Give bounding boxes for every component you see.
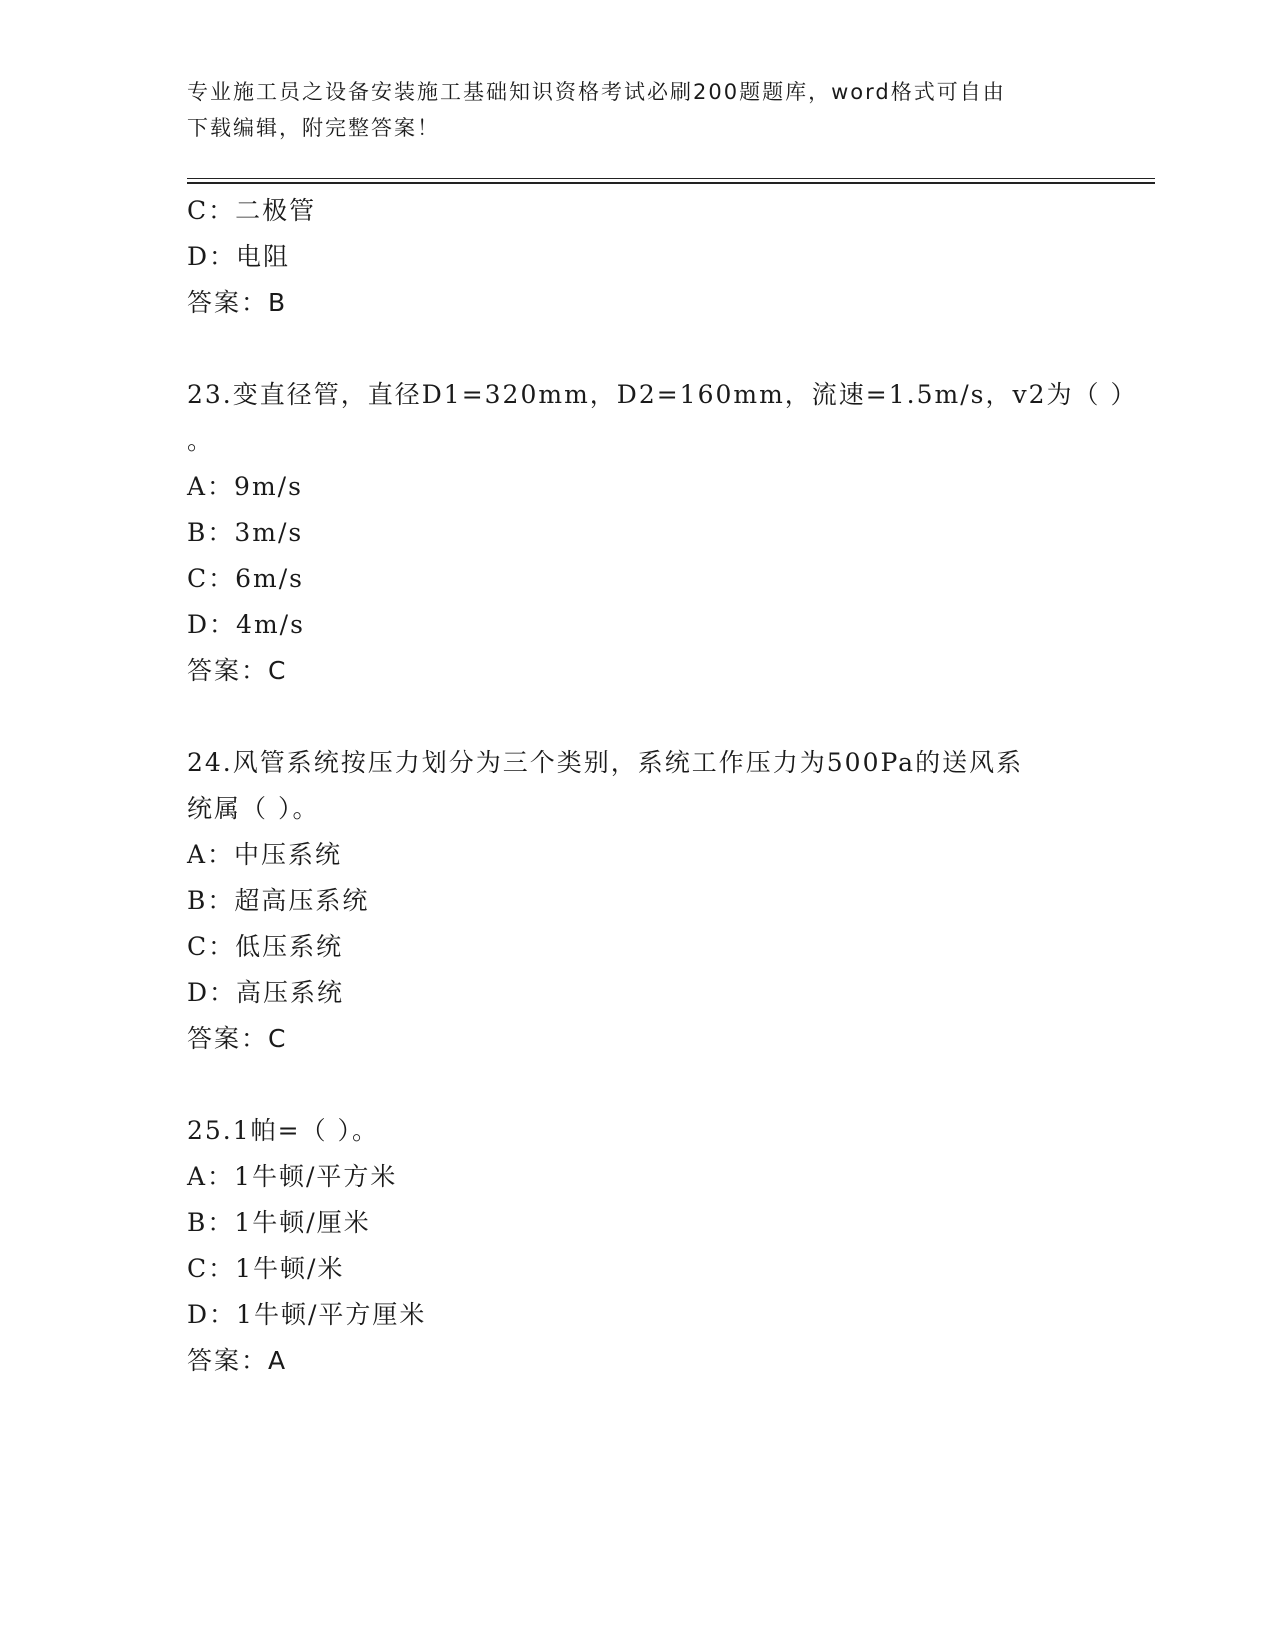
option-b: B：超高压系统 bbox=[187, 886, 370, 915]
question-stem: 25.1帕=（ ）。 bbox=[187, 1116, 380, 1145]
option-b: B：1牛顿/厘米 bbox=[187, 1208, 371, 1237]
option-a: A：中压系统 bbox=[187, 840, 343, 869]
question-25 bbox=[187, 1108, 1147, 1384]
option-a: A：1牛顿/平方米 bbox=[187, 1162, 398, 1191]
option-d: D：4m/s bbox=[187, 610, 305, 639]
answer-line: 答案：A bbox=[187, 1346, 288, 1375]
question-stem-continuation: 。 bbox=[187, 426, 215, 455]
option-b: B：3m/s bbox=[187, 518, 304, 547]
option-c: C：1牛顿/米 bbox=[187, 1254, 345, 1283]
option-d: D：电阻 bbox=[187, 242, 291, 271]
question-spacer bbox=[187, 694, 1147, 740]
question-spacer bbox=[187, 1062, 1147, 1108]
option-d: D：高压系统 bbox=[187, 978, 345, 1007]
question-24 bbox=[187, 740, 1147, 1062]
header-line-2: 下载编辑，附完整答案！ bbox=[187, 116, 440, 140]
header-divider-thin bbox=[187, 178, 1155, 179]
header-divider-thick bbox=[187, 182, 1155, 184]
option-c: C：二极管 bbox=[187, 196, 317, 225]
option-c: C：低压系统 bbox=[187, 932, 344, 961]
question-stem: 23.变直径管，直径D1=320mm，D2=160mm，流速=1.5m/s，v2为（ ） bbox=[187, 380, 1138, 409]
header-line-1: 专业施工员之设备安装施工基础知识资格考试必刷200题题库，word格式可自由 bbox=[187, 80, 1006, 104]
question-spacer bbox=[187, 326, 1147, 372]
answer-line: 答案：B bbox=[187, 288, 288, 317]
question-content bbox=[187, 188, 1147, 1384]
question-22-tail bbox=[187, 188, 1147, 326]
document-header bbox=[187, 74, 1087, 146]
question-stem-continuation: 统属（ ）。 bbox=[187, 794, 320, 823]
answer-line: 答案：C bbox=[187, 1024, 288, 1053]
answer-line: 答案：C bbox=[187, 656, 288, 685]
option-d: D：1牛顿/平方厘米 bbox=[187, 1300, 427, 1329]
question-23 bbox=[187, 372, 1147, 694]
option-a: A：9m/s bbox=[187, 472, 303, 501]
question-stem: 24.风管系统按压力划分为三个类别，系统工作压力为500Pa的送风系 bbox=[187, 748, 1024, 777]
option-c: C：6m/s bbox=[187, 564, 304, 593]
